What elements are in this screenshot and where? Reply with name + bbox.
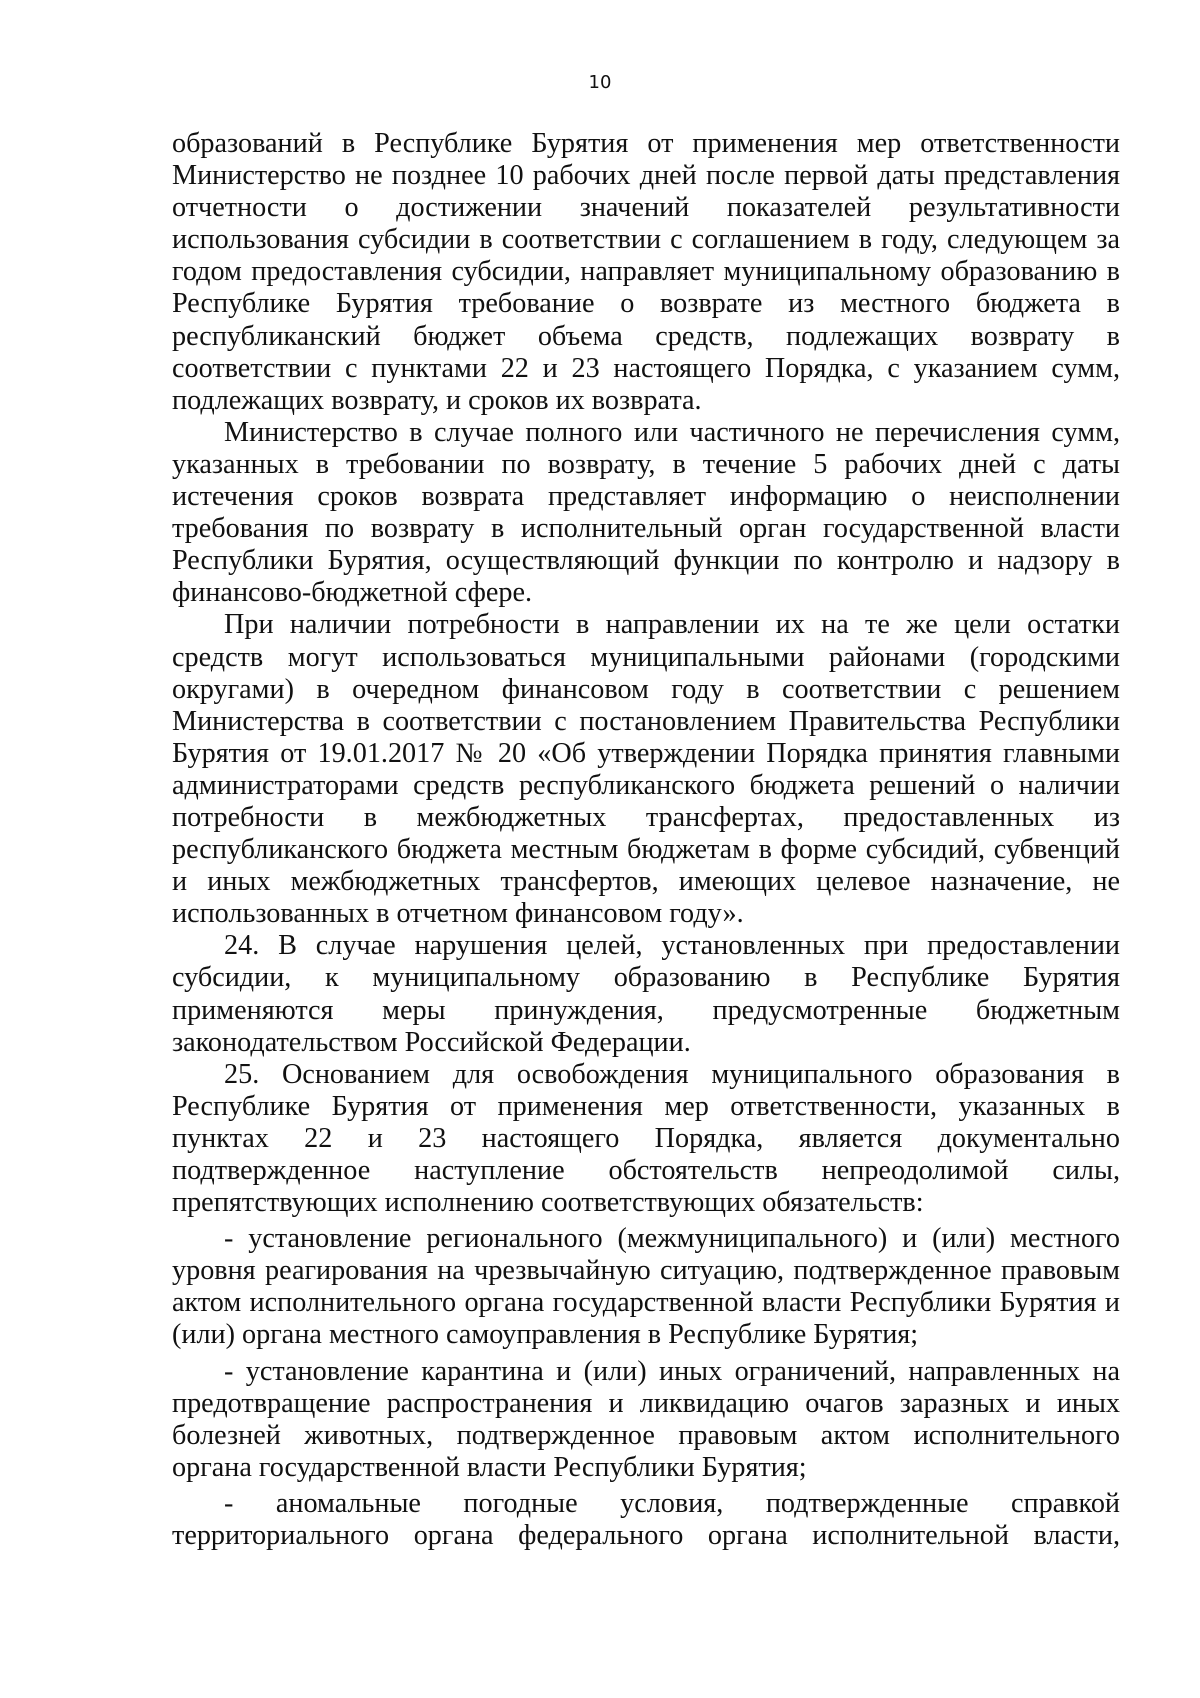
page-number: 10 bbox=[588, 72, 612, 93]
document-body bbox=[172, 128, 1120, 1552]
list-item-emergency: - установление регионального (межмуниципального) и (или) местного уровня реагирования на чрезвычайную ситуацию, подтвержденное правовым актом исполнительного органа государственной власти Республики Бурятия и (или) органа местного самоуправления в Республике Бурятия; bbox=[172, 1223, 1120, 1351]
paragraph-remaining-funds: При наличии потребности в направлении их на те же цели остатки средств могут использоваться муниципальными районами (городскими округами) в очередном финансовом году в соответствии с решением Министерства в соответствии с постановлением Правительства Республики Бурятия от 19.01.2017 № 20 «Об утверждении Порядка принятия главными администраторами средств республиканского бюджета решений о наличии потребности в межбюджетных трансфертах, предоставленных из республиканского бюджета местным бюджетам в форме субсидий, субвенций и иных межбюджетных трансфертов, имеющих целевое назначение, не использованных в отчетном финансовом году». bbox=[172, 609, 1120, 930]
paragraph-continuation: образований в Республике Бурятия от применения мер ответственности Министерство не позднее 10 рабочих дней после первой даты представления отчетности о достижении значений показателей результативности использования субсидии в соответствии с соглашением в году, следующем за годом предоставления субсидии, направляет муниципальному образованию в Республике Бурятия требование о возврате из местного бюджета в республиканский бюджет объема средств, подлежащих возврату в соответствии с пунктами 22 и 23 настоящего Порядка, с указанием сумм, подлежащих возврату, и сроков их возврата. bbox=[172, 128, 1120, 416]
paragraph-item-24: 24. В случае нарушения целей, установленных при предоставлении субсидии, к муниципальному образованию в Республике Бурятия применяются меры принуждения, предусмотренные бюджетным законодательством Российской Федерации. bbox=[172, 930, 1120, 1058]
list-item-quarantine: - установление карантина и (или) иных ограничений, направленных на предотвращение распространения и ликвидацию очагов заразных и иных болезней животных, подтвержденное правовым актом исполнительного органа государственной власти Республики Бурятия; bbox=[172, 1355, 1120, 1483]
paragraph-item-25: 25. Основанием для освобождения муниципального образования в Республике Бурятия от применения мер ответственности, указанных в пунктах 22 и 23 настоящего Порядка, является документально подтвержденное наступление обстоятельств непреодолимой силы, препятствующих исполнению соответствующих обязательств: bbox=[172, 1058, 1120, 1219]
paragraph-ministry-report: Министерство в случае полного или частичного не перечисления сумм, указанных в требовании по возврату, в течение 5 рабочих дней с даты истечения сроков возврата представляет информацию о неисполнении требования по возврату в исполнительный орган государственной власти Республики Бурятия, осуществляющий функции по контролю и надзору в финансово-бюджетной сфере. bbox=[172, 416, 1120, 609]
list-item-weather: - аномальные погодные условия, подтвержденные справкой территориального органа федерального органа исполнительной власти, bbox=[172, 1487, 1120, 1552]
